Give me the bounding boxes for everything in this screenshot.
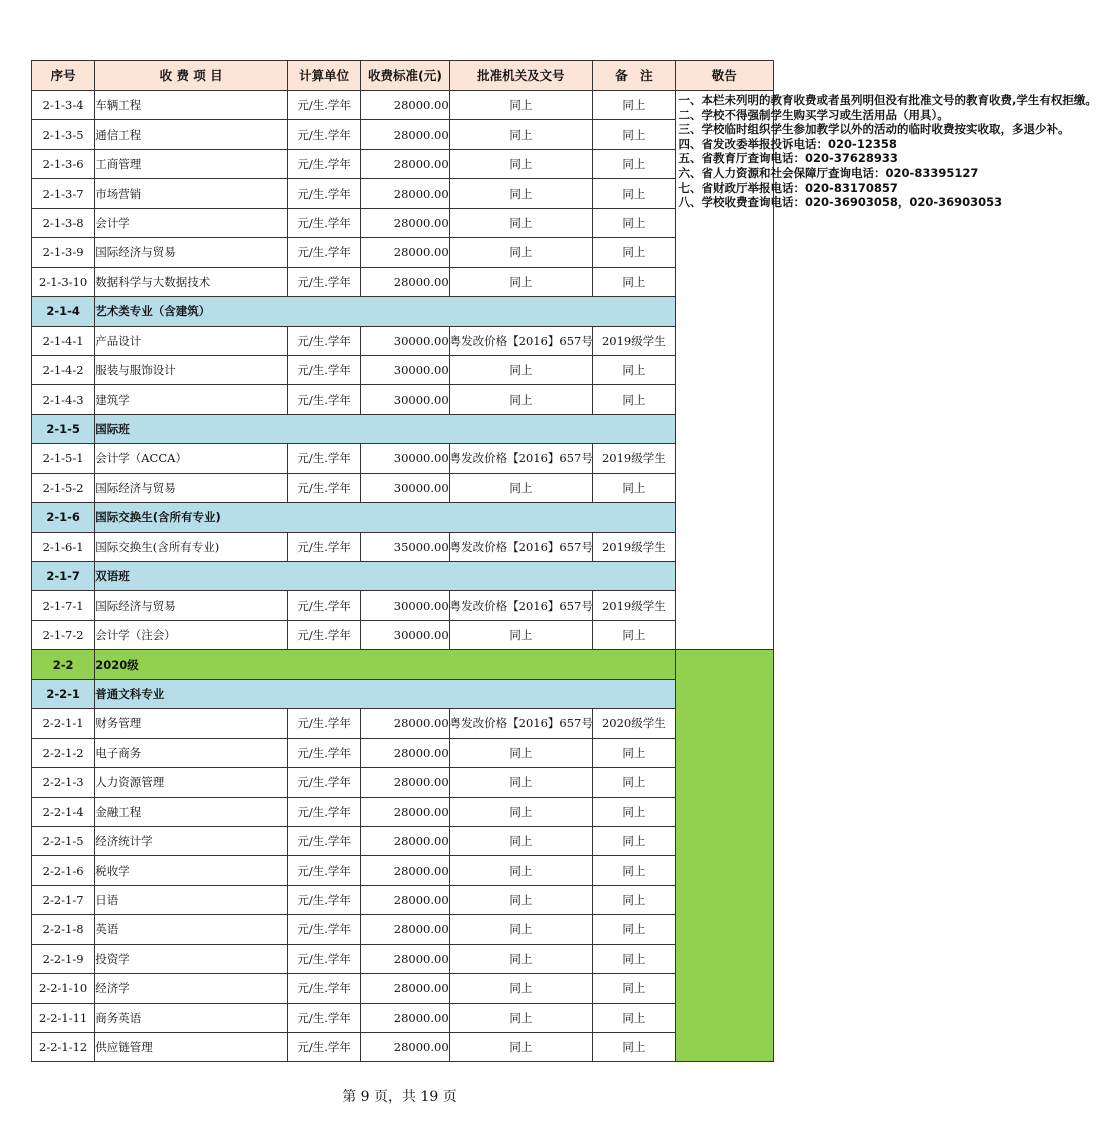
section-title: 双语班: [95, 562, 675, 591]
table-row: [32, 620, 774, 649]
row-approval: 同上: [449, 974, 593, 1003]
row-item: 国际经济与贸易: [95, 238, 288, 267]
row-note: 同上: [593, 974, 675, 1003]
table-row: [32, 385, 774, 414]
row-note: 同上: [593, 473, 675, 502]
row-unit: 元/生.学年: [288, 797, 361, 826]
row-unit: 元/生.学年: [288, 326, 361, 355]
row-item: 供应链管理: [95, 1033, 288, 1062]
row-note: 同上: [593, 238, 675, 267]
row-unit: 元/生.学年: [288, 238, 361, 267]
table-row: [32, 1033, 774, 1062]
row-id: 2-2-1-7: [32, 885, 95, 914]
notice-empty-cell: [675, 650, 773, 1062]
row-fee: 30000.00: [361, 355, 449, 384]
section-header-row: [32, 414, 774, 443]
row-item: 会计学（注会）: [95, 620, 288, 649]
row-approval: 同上: [449, 267, 593, 296]
row-approval: 同上: [449, 738, 593, 767]
header-item: 收 费 项 目: [95, 61, 288, 91]
notice-line: 六、省人力资源和社会保障厅查询电话：020-83395127: [678, 165, 979, 180]
row-id: 2-2-1-2: [32, 738, 95, 767]
row-item: 投资学: [95, 944, 288, 973]
row-unit: 元/生.学年: [288, 944, 361, 973]
row-fee: 28000.00: [361, 856, 449, 885]
header-notice: 敬告: [675, 61, 773, 91]
row-approval: 粤发改价格【2016】657号: [449, 532, 593, 561]
section-header-row: [32, 679, 774, 708]
row-fee: 30000.00: [361, 444, 449, 473]
header-unit: 计算单位: [288, 61, 361, 91]
row-id: 2-2-1-3: [32, 768, 95, 797]
table-row: [32, 826, 774, 855]
row-item: 财务管理: [95, 709, 288, 738]
row-fee: 28000.00: [361, 826, 449, 855]
row-fee: 30000.00: [361, 591, 449, 620]
row-approval: 同上: [449, 768, 593, 797]
table-row: [32, 120, 774, 149]
row-approval: 同上: [449, 208, 593, 237]
row-approval: 同上: [449, 385, 593, 414]
row-item: 国际交换生(含所有专业): [95, 532, 288, 561]
row-id: 2-1-3-9: [32, 238, 95, 267]
table-row: [32, 944, 774, 973]
row-item: 经济统计学: [95, 826, 288, 855]
section-id: 2-2-1: [32, 679, 95, 708]
row-fee: 28000.00: [361, 120, 449, 149]
section-title: 普通文科专业: [95, 679, 675, 708]
row-id: 2-1-3-7: [32, 179, 95, 208]
row-unit: 元/生.学年: [288, 355, 361, 384]
row-id: 2-2-1-1: [32, 709, 95, 738]
row-id: 2-2-1-10: [32, 974, 95, 1003]
row-approval: 粤发改价格【2016】657号: [449, 444, 593, 473]
section-id: 2-1-5: [32, 414, 95, 443]
row-unit: 元/生.学年: [288, 738, 361, 767]
row-item: 英语: [95, 915, 288, 944]
table-row: [32, 797, 774, 826]
row-approval: 同上: [449, 120, 593, 149]
row-id: 2-1-4-3: [32, 385, 95, 414]
notice-line: 五、省教育厅查询电话：020-37628933: [678, 151, 898, 166]
row-item: 建筑学: [95, 385, 288, 414]
table-row: [32, 326, 774, 355]
row-note: 同上: [593, 797, 675, 826]
row-id: 2-2-1-9: [32, 944, 95, 973]
fee-table-body: [32, 91, 1097, 1062]
row-note: 同上: [593, 768, 675, 797]
row-unit: 元/生.学年: [288, 120, 361, 149]
table-row: [32, 709, 774, 738]
row-approval: 同上: [449, 1033, 593, 1062]
row-approval: 粤发改价格【2016】657号: [449, 591, 593, 620]
section-id: 2-1-7: [32, 562, 95, 591]
row-id: 2-1-4-2: [32, 355, 95, 384]
table-row: [32, 149, 774, 178]
row-id: 2-2-1-11: [32, 1003, 95, 1032]
row-item: 工商管理: [95, 149, 288, 178]
notice-cell: [675, 91, 1097, 650]
row-fee: 30000.00: [361, 385, 449, 414]
row-item: 市场营销: [95, 179, 288, 208]
row-approval: 粤发改价格【2016】657号: [449, 326, 593, 355]
row-item: 经济学: [95, 974, 288, 1003]
row-fee: 28000.00: [361, 1003, 449, 1032]
row-fee: 28000.00: [361, 944, 449, 973]
row-id: 2-2-1-4: [32, 797, 95, 826]
row-unit: 元/生.学年: [288, 473, 361, 502]
row-approval: 同上: [449, 620, 593, 649]
row-approval: 同上: [449, 179, 593, 208]
row-note: 2019级学生: [593, 591, 675, 620]
row-approval: 同上: [449, 149, 593, 178]
row-id: 2-1-5-1: [32, 444, 95, 473]
row-item: 人力资源管理: [95, 768, 288, 797]
row-unit: 元/生.学年: [288, 532, 361, 561]
row-note: 2020级学生: [593, 709, 675, 738]
row-approval: 同上: [449, 91, 593, 120]
row-item: 数据科学与大数据技术: [95, 267, 288, 296]
row-fee: 28000.00: [361, 738, 449, 767]
row-note: 同上: [593, 885, 675, 914]
row-approval: 同上: [449, 885, 593, 914]
row-note: 2019级学生: [593, 532, 675, 561]
row-fee: 28000.00: [361, 1033, 449, 1062]
row-id: 2-2-1-6: [32, 856, 95, 885]
row-fee: 28000.00: [361, 208, 449, 237]
notice-line: 四、省发改委举报投诉电话：020-12358: [678, 136, 897, 151]
row-fee: 28000.00: [361, 974, 449, 1003]
row-id: 2-1-7-1: [32, 591, 95, 620]
row-note: 同上: [593, 179, 675, 208]
table-row: [32, 885, 774, 914]
row-approval: 同上: [449, 238, 593, 267]
table-row: [32, 267, 774, 296]
row-item: 金融工程: [95, 797, 288, 826]
row-fee: 28000.00: [361, 885, 449, 914]
table-row: [32, 768, 774, 797]
row-unit: 元/生.学年: [288, 826, 361, 855]
row-fee: 28000.00: [361, 179, 449, 208]
row-approval: 粤发改价格【2016】657号: [449, 709, 593, 738]
row-approval: 同上: [449, 1003, 593, 1032]
row-item: 商务英语: [95, 1003, 288, 1032]
row-id: 2-1-3-4: [32, 91, 95, 120]
row-unit: 元/生.学年: [288, 444, 361, 473]
row-id: 2-1-7-2: [32, 620, 95, 649]
year-header-row: [32, 650, 774, 679]
notice-line: 七、省财政厅举报电话：020-83170857: [678, 180, 898, 195]
row-id: 2-1-6-1: [32, 532, 95, 561]
row-approval: 同上: [449, 473, 593, 502]
row-fee: 28000.00: [361, 149, 449, 178]
row-fee: 30000.00: [361, 473, 449, 502]
row-unit: 元/生.学年: [288, 709, 361, 738]
row-unit: 元/生.学年: [288, 208, 361, 237]
section-id: 2-1-6: [32, 503, 95, 532]
notice-text: [676, 91, 1097, 212]
row-approval: 同上: [449, 797, 593, 826]
row-unit: 元/生.学年: [288, 620, 361, 649]
row-note: 同上: [593, 91, 675, 120]
table-row: [32, 473, 774, 502]
section-header-row: [32, 562, 774, 591]
row-approval: 同上: [449, 856, 593, 885]
fee-table: [31, 60, 1097, 1062]
header-fee: 收费标准(元): [361, 61, 449, 91]
row-id: 2-1-3-6: [32, 149, 95, 178]
row-item: 车辆工程: [95, 91, 288, 120]
header-id: 序号: [32, 61, 95, 91]
header-note: 备 注: [593, 61, 675, 91]
section-title: 国际班: [95, 414, 675, 443]
row-fee: 35000.00: [361, 532, 449, 561]
notice-line: 二、学校不得强制学生购买学习或生活用品（用具）。: [678, 107, 949, 122]
table-row: [32, 856, 774, 885]
row-item: 国际经济与贸易: [95, 591, 288, 620]
row-fee: 28000.00: [361, 238, 449, 267]
row-item: 通信工程: [95, 120, 288, 149]
notice-line: 三、学校临时组织学生参加教学以外的活动的临时收费按实收取，多退少补。: [678, 122, 1070, 137]
notice-line: 一、本栏未列明的教育收费或者虽列明但没有批准文号的教育收费,学生有权拒缴。: [678, 93, 1097, 107]
row-unit: 元/生.学年: [288, 885, 361, 914]
row-note: 同上: [593, 1003, 675, 1032]
row-fee: 30000.00: [361, 326, 449, 355]
notice-line: 八、学校收费查询电话：020-36903058，020-36903053: [678, 195, 1003, 210]
table-row: [32, 355, 774, 384]
section-id: 2-1-4: [32, 297, 95, 326]
row-id: 2-1-4-1: [32, 326, 95, 355]
row-unit: 元/生.学年: [288, 915, 361, 944]
row-id: 2-1-3-5: [32, 120, 95, 149]
table-row: [32, 532, 774, 561]
row-note: 同上: [593, 856, 675, 885]
row-approval: 同上: [449, 915, 593, 944]
row-note: 同上: [593, 738, 675, 767]
row-fee: 28000.00: [361, 91, 449, 120]
table-row: [32, 179, 774, 208]
row-note: 同上: [593, 944, 675, 973]
row-approval: 同上: [449, 944, 593, 973]
row-item: 服装与服饰设计: [95, 355, 288, 384]
row-item: 会计学: [95, 208, 288, 237]
row-unit: 元/生.学年: [288, 385, 361, 414]
row-unit: 元/生.学年: [288, 974, 361, 1003]
row-fee: 28000.00: [361, 797, 449, 826]
row-unit: 元/生.学年: [288, 768, 361, 797]
row-unit: 元/生.学年: [288, 591, 361, 620]
section-header-row: [32, 297, 774, 326]
row-item: 会计学（ACCA）: [95, 444, 288, 473]
table-row: [32, 238, 774, 267]
table-row: [32, 591, 774, 620]
row-item: 产品设计: [95, 326, 288, 355]
section-header-row: [32, 503, 774, 532]
header-approval: 批准机关及文号: [449, 61, 593, 91]
table-header-row: [32, 61, 774, 91]
row-note: 同上: [593, 1033, 675, 1062]
row-item: 国际经济与贸易: [95, 473, 288, 502]
row-unit: 元/生.学年: [288, 179, 361, 208]
row-fee: 28000.00: [361, 267, 449, 296]
row-fee: 30000.00: [361, 620, 449, 649]
row-unit: 元/生.学年: [288, 1003, 361, 1032]
row-note: 2019级学生: [593, 326, 675, 355]
row-id: 2-1-3-8: [32, 208, 95, 237]
row-id: 2-1-5-2: [32, 473, 95, 502]
row-note: 同上: [593, 915, 675, 944]
table-row: [32, 444, 774, 473]
row-id: 2-2-1-12: [32, 1033, 95, 1062]
row-id: 2-2-1-5: [32, 826, 95, 855]
table-row: [32, 915, 774, 944]
page-footer: 第 9 页，共 19 页: [342, 1089, 457, 1105]
row-note: 同上: [593, 149, 675, 178]
row-note: 同上: [593, 620, 675, 649]
table-row: [32, 91, 774, 120]
row-fee: 28000.00: [361, 709, 449, 738]
table-row: [32, 974, 774, 1003]
row-unit: 元/生.学年: [288, 1033, 361, 1062]
row-fee: 28000.00: [361, 768, 449, 797]
section-title: 艺术类专业（含建筑）: [95, 297, 675, 326]
row-note: 2019级学生: [593, 444, 675, 473]
row-approval: 同上: [449, 355, 593, 384]
row-approval: 同上: [449, 826, 593, 855]
row-id: 2-1-3-10: [32, 267, 95, 296]
table-row: [32, 738, 774, 767]
row-fee: 28000.00: [361, 915, 449, 944]
row-note: 同上: [593, 385, 675, 414]
section-id: 2-2: [32, 650, 95, 679]
row-item: 日语: [95, 885, 288, 914]
row-unit: 元/生.学年: [288, 856, 361, 885]
row-unit: 元/生.学年: [288, 149, 361, 178]
row-note: 同上: [593, 355, 675, 384]
row-unit: 元/生.学年: [288, 91, 361, 120]
row-id: 2-2-1-8: [32, 915, 95, 944]
table-row: [32, 208, 774, 237]
row-item: 税收学: [95, 856, 288, 885]
table-row: [32, 1003, 774, 1032]
row-note: 同上: [593, 826, 675, 855]
row-unit: 元/生.学年: [288, 267, 361, 296]
row-note: 同上: [593, 267, 675, 296]
row-note: 同上: [593, 120, 675, 149]
section-title: 国际交换生(含所有专业): [95, 503, 675, 532]
row-note: 同上: [593, 208, 675, 237]
section-title: 2020级: [95, 650, 675, 679]
row-item: 电子商务: [95, 738, 288, 767]
